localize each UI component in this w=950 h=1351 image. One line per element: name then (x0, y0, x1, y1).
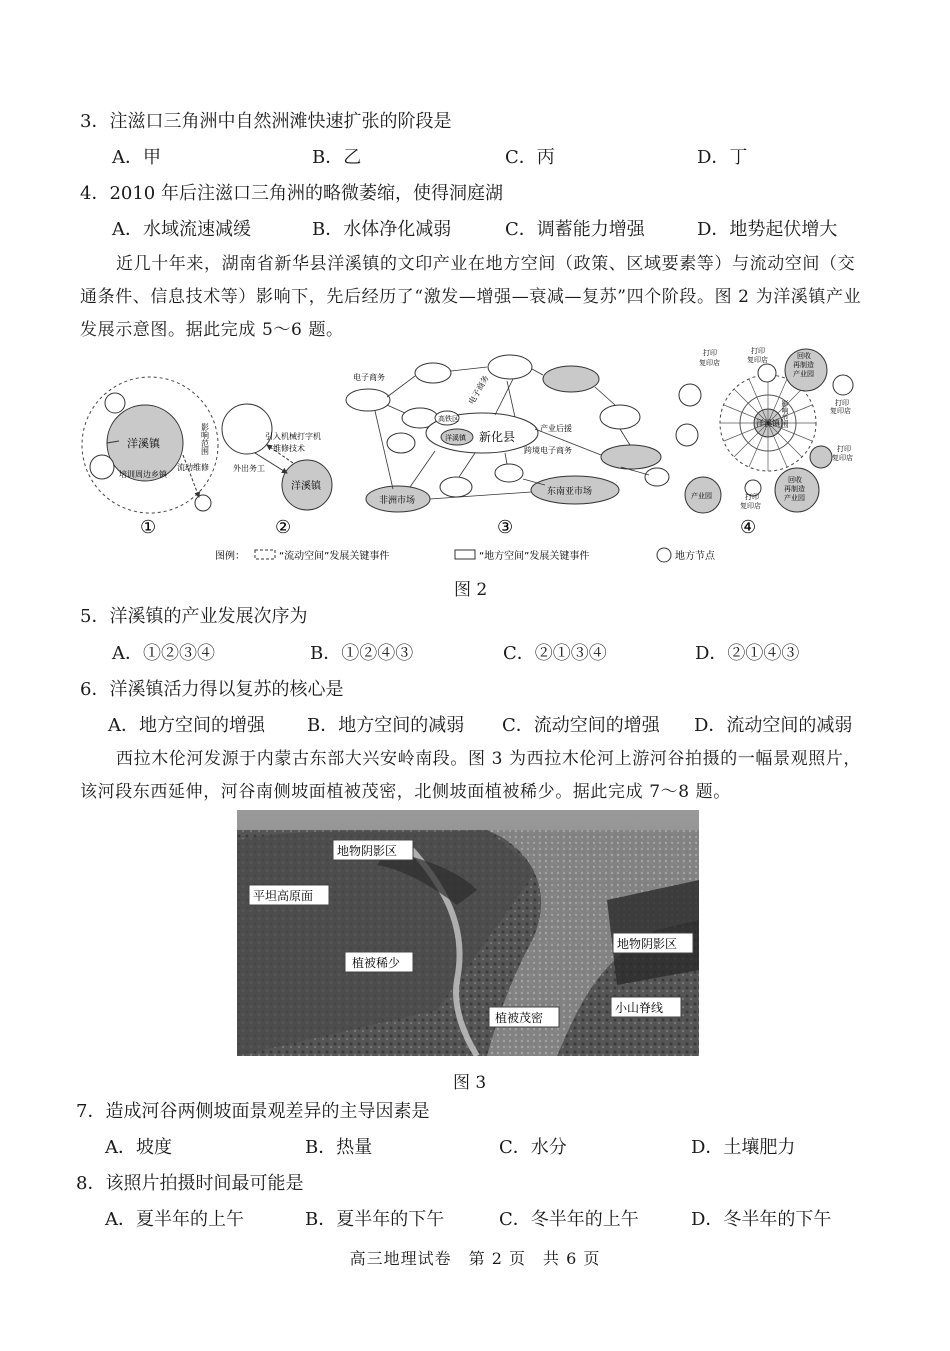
label-sparse: 植被稀少 (352, 956, 401, 970)
q8-stem: 8．该照片拍摄时间最可能是 (76, 1173, 304, 1194)
q5-option-c: C．②①③④ (503, 643, 607, 664)
panel4-node-e (810, 446, 832, 468)
panel3-yangxi-label: 洋溪镇 (445, 434, 466, 442)
q7-option-b: B．热量 (305, 1137, 373, 1158)
panel4-print2a: 打印 (751, 347, 765, 355)
figure3-caption: 图 3 (453, 1073, 487, 1093)
panel3-africa-label: 非洲市场 (379, 496, 416, 506)
panel3-sea-label: 东南亚市场 (547, 487, 593, 497)
label-ridge: 小山脊线 (615, 1001, 664, 1015)
q8-option-b: B．夏半年的下午 (305, 1209, 445, 1230)
q7-stem: 7．造成河谷两侧坡面景观差异的主导因素是 (76, 1101, 430, 1122)
label-shadow2: 地物阴影区 (617, 937, 678, 951)
panel2-center-label: 洋溪镇 (291, 481, 321, 492)
panel3-gaotie-label: 高铁区 (438, 415, 459, 423)
panel1-flow-label: 流动维修 (177, 463, 209, 472)
q3-option-c: C．丙 (505, 147, 555, 168)
q7-option-d: D．土壤肥力 (691, 1137, 796, 1158)
q8-option-a: A．夏半年的上午 (105, 1209, 244, 1230)
q8-option-c: C．冬半年的上午 (499, 1209, 639, 1230)
panel4-park2a: 回收 (788, 476, 802, 484)
legend-flow-label: “流动空间”发展关键事件 (279, 551, 390, 562)
panel3-ecom-label: 电子商务 (353, 373, 385, 382)
q3-stem: 3．注滋口三角洲中自然洲滩快速扩张的阶段是 (80, 111, 452, 132)
panel3-grey-right (601, 445, 661, 469)
panel4-print1b: 复印店 (699, 359, 720, 367)
passage-xilamulun: 西拉木伦河发源于内蒙古东部大兴安岭南段。图 3 为西拉木伦河上游河谷拍摄的一幅景观照片，该河段东西延伸，河谷南侧坡面植被茂密，北侧坡面植被稀少。据此完成 7～8 题。 (80, 749, 862, 802)
legend-flow-box (255, 550, 275, 559)
q4-stem: 4．2010 年后注滋口三角洲的略微萎缩，使得洞庭湖 (80, 183, 503, 204)
q6-option-c: C．流动空间的增强 (502, 715, 660, 736)
panel3-xinhua-label: 新化县 (479, 430, 516, 444)
panel4-node-d (676, 424, 698, 446)
panel4-print4a: 打印 (837, 445, 851, 453)
panel1-number: ① (140, 517, 157, 538)
panel4-park1a: 回收 (797, 352, 811, 360)
panel3-top-node (415, 363, 451, 383)
q4-option-a: A．水域流速减缓 (112, 219, 251, 240)
panel3-grey-top (543, 366, 599, 392)
panel4-park1c: 产业园 (793, 370, 814, 378)
legend-node-label: 地方节点 (675, 551, 715, 562)
panel3-ecom-node (346, 389, 390, 411)
figure2-diagram (75, 345, 875, 575)
panel2-out: 外出务工 (233, 464, 265, 473)
q4-option-c: C．调蓄能力增强 (505, 219, 645, 240)
passage-yangxi: 近几十年来，湖南省新华县洋溪镇的文印产业在地方空间（政策、区域要素等）与流动空间（交通条件、信息技术等）影响下，先后经历了“激发—增强—衰减—复苏”四个阶段。图 2 为洋溪镇产业发展示意图。据此完成 5～6 题。 (80, 254, 862, 340)
panel1-node-right (195, 495, 211, 511)
q6-option-b: B．地方空间的减弱 (307, 715, 465, 736)
panel1-range-label: 影响范围 (200, 423, 210, 455)
page-footer: 高三地理试卷 第 2 页 共 6 页 (349, 1249, 601, 1268)
panel4-print2b: 复印店 (747, 356, 768, 364)
legend-local-box (455, 550, 475, 559)
panel2-outer-node (222, 404, 272, 454)
q6-stem: 6．洋溪镇活力得以复苏的核心是 (80, 679, 344, 700)
panel-4 (676, 346, 853, 538)
panel4-print3b: 复印店 (830, 407, 851, 415)
panel4-range-label: 影响范围 (781, 400, 789, 428)
q5-option-d: D．②①④③ (695, 643, 800, 664)
panel3-right-node (600, 405, 640, 429)
panel4-print5b: 复印店 (740, 502, 761, 510)
panel4-print3a: 打印 (835, 399, 849, 407)
panel1-train-label: 培训周边乡镇 (119, 470, 167, 479)
q7-option-c: C．水分 (499, 1137, 567, 1158)
q5-stem: 5．洋溪镇的产业发展次序为 (80, 606, 308, 627)
panel4-print1a: 打印 (703, 349, 717, 357)
legend-title: 图例： (215, 551, 245, 562)
panel3-far-right (645, 468, 669, 486)
panel4-park2b: 再制造 (784, 485, 805, 493)
panel1-node-top (105, 393, 125, 413)
panel4-print5a: 打印 (745, 493, 759, 501)
q3-option-b: B．乙 (312, 147, 362, 168)
label-shadow1: 地物阴影区 (337, 844, 398, 858)
q5-option-b: B．①②④③ (310, 643, 414, 664)
legend-node-symbol (657, 548, 671, 562)
panel3-bottom-mid2 (495, 464, 523, 482)
q3-option-a: A．甲 (112, 147, 161, 168)
q6-option-a: A．地方空间的增强 (108, 715, 265, 736)
legend-local-label: “地方空间”发展关键事件 (479, 551, 590, 562)
panel4-node-b (758, 364, 776, 382)
panel2-intro1: 引入机械打字机 (265, 432, 321, 441)
q6-option-d: D．流动空间的减弱 (694, 715, 853, 736)
panel2-intro2: 维修技术 (273, 444, 305, 453)
q8-option-d: D．冬半年的下午 (691, 1209, 832, 1230)
figure2-caption: 图 2 (454, 580, 488, 600)
label-dense: 植被茂密 (495, 1011, 544, 1025)
panel2-number: ② (275, 517, 292, 538)
panel3-cross-label: 跨境电子商务 (524, 446, 572, 455)
panel1-node-left (90, 455, 114, 479)
panel3-express-label: 电子商务 (466, 373, 491, 406)
q3-option-d: D．丁 (697, 147, 748, 168)
panel4-node-c (833, 375, 853, 395)
panel4-park1b: 再制造 (793, 361, 814, 369)
panel-1 (82, 377, 218, 538)
label-plateau: 平坦高原面 (253, 889, 314, 903)
panel4-node-a (679, 384, 701, 406)
panel1-center-label: 洋溪镇 (127, 437, 160, 450)
panel3-left-node (387, 433, 415, 453)
q5-option-a: A．①②③④ (112, 643, 215, 664)
panel3-bottom-mid (440, 477, 472, 497)
panel4-park3-label: 产业园 (691, 492, 712, 500)
q4-option-d: D．地势起伏增大 (697, 219, 838, 240)
figure2-legend (215, 548, 716, 562)
q7-option-a: A．坡度 (105, 1137, 172, 1158)
panel-2 (222, 404, 332, 538)
figure3-photo (237, 810, 699, 1056)
panel3-top-right-node (488, 355, 532, 379)
panel4-number: ④ (740, 517, 757, 538)
panel4-park2c: 产业园 (784, 494, 805, 502)
panel4-center-label: 洋溪镇 (756, 419, 780, 428)
q4-option-b: B．水体净化减弱 (312, 219, 452, 240)
panel3-number: ③ (497, 517, 514, 538)
panel3-chanye-label: 产业后援 (540, 424, 572, 433)
panel4-print4b: 复印店 (832, 454, 853, 462)
panel-3 (346, 355, 669, 538)
